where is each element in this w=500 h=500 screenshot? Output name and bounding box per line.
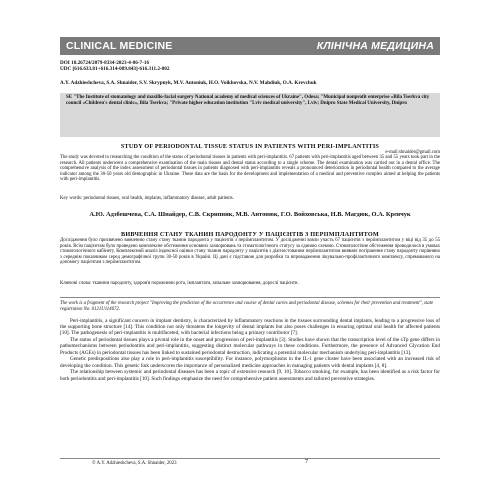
section-title-en: CLINICAL MEDICINE [66, 40, 173, 52]
body-paragraph: The relationship between systemic and periodontal diseases has been a topic of extensive research [9, 10]. Tobacco smoking, for example, has been identified as a risk factor for both periodontitis and peri-implantitis [10]. Such findings emphasize the need for comprehensive patient assessments and tailored preventive strategies. [60, 369, 440, 382]
authors-en: A.Y. Adzhieshcheva, S.A. Shnaider, S.V. Skrypnyk, M.V. Antoniuk, H.O. Voikhovska, N.V. Mahdiuk, O.A. Krevchuk [60, 80, 317, 86]
body-paragraph: Genetic predispositions also play a role in peri-implantitis susceptibility. For instance, polymorphisms in the IL-1 gene cluster have been associated with an increased risk of developing the condition. This genetic link underscores the importance of personalized medicine approaches in managing patients with dental implants [4, 8]. [60, 356, 440, 369]
keywords-en: Key words: periodontal tissues, oral health, implants, inflammatory disease, adult patients. [60, 196, 234, 201]
abstract-ua: Дослідження було присвячено вивченню стану стану тканин пародонта у пацієнтів з періімплантитом. У дослідженні взяли участь 67 пацієнтів з періімплантитом у віці від 35 до 55 років. Всім пацієнтам було проведено комплексне обстеження основних захворювань та стоматологічного статусу за єдиною схемою. Стоматологічне обстеження проводилося в умовах стоматологічного кабінету. Комплексний аналіз індексної оцінки стану тканин пародонту у пацієнтів з діагностованим періімплантитом виявляє погіршення стану пародонту порівняно з середнім показником серед демографічної групи 30-50 років в Україні. Ці дані є підставою для розробки та впровадження лікувально-профілактичного комплексу, спрямованого на допомогу пацієнтам з періімплантитом. [60, 238, 440, 266]
journal-header-bar [60, 37, 440, 55]
keywords-ua: Ключові слова: тканини пародонту, здоров'я порожнини рота, імплантати, запальне захворювання, дорослі пацієнти. [60, 281, 299, 286]
udc-line: UDC [616.633.81+616.314-089.843]-616.311.2-002 [60, 66, 170, 73]
affiliation-text: SE "The Institute of stomatology and maxillo-facial surgery National academy of medical sciences of Ukraine", Odesa; "Municipal nonprofit enterprise «Bila Tserkva city council «Children's dental clinic», Bila Tserkva; "Private higher education institution "Lviv medical university", Lviv; Dnipro State Medical University, Dnipro [66, 95, 430, 107]
article-title-ua: ВИВЧЕННЯ СТАНУ ТКАНИН ПАРОДОНТУ У ПАЦІЄНТІВ З ПЕРІІМПЛАНТИТОМ [121, 231, 379, 238]
body-paragraph: Peri-implantitis, a significant concern in implant dentistry, is characterized by inflammatory reactions in the tissues surrounding dental implants, leading to a progressive loss of the supporting bone structure [14]. This condition not only threatens the longevity of dental implants but also poses challenges in ensuring optimal oral health for affected patients [10]. The pathogenesis of peri-implantitis is multifaceted, with bacterial infections being a primary contributor [7]. [60, 318, 440, 337]
doi-line[interactable]: DOI 10.26724/2079-8334-2023-4-86-7-16 [60, 60, 150, 66]
body-paragraph: The status of periodontal tissues plays a pivotal role in the onset and progression of peri-implantitis [3]. Studies have shown that the transcription level of the sTp gene differs in pathomechanisms between periodontitis and peri-implantitis, suggesting distinct molecular pathways in these conditions. Furthermore, the presence of Advanced Glycation End Products (AGEs) in periodontal tissues has been linked to sustained periodontal destruction, indicating a potential molecular mechanism underlying peri-implantitis [13]. [60, 337, 440, 356]
page-footer [60, 458, 440, 472]
section-title-ua: КЛІНІЧНА МЕДИЦИНА [316, 40, 434, 52]
article-identifiers [60, 60, 440, 72]
section-divider [60, 297, 440, 298]
abstract-en: The study was devoted to researching the condition of the status of periodontal tissues in patients with peri-implantitis. 67 patients with peri-implantitis aged between 35 and 55 years took part in the research. All patients underwent a comprehensive examination of the main tissues and dental status according to a single scheme. The dental examination was carried out in a dental office. The comprehensive analysis of the index assessment of periodontal tissues in patients diagnosed with peri-implantitis reveals a pronounced deterioration in periodontal health compared to the average indicator among the 30-50 years old demographic in Ukraine. These data are the basis for the development and implementation of a medical and preventive complex aimed at helping the patients with peri-implantitis. [60, 155, 440, 183]
article-body [60, 318, 440, 382]
article-title-en: STUDY OF PERIODONTAL TISSUE STATUS IN PATIENTS WITH PERI-IMPLANTITIS [120, 143, 380, 150]
copyright-note: © A.Y. Adzhieshcheva, S.A. Shnaider, 2023 [92, 461, 177, 466]
authors-ua: А.Ю. Адзбешчева, С.А. Шнайдер, С.В. Скрипник, М.В. Антонюк, Г.О. Войховська, Н.В. Магдюк, О.А. Кревчук [89, 211, 411, 218]
contact-email[interactable]: e-mail:shnaider@gmail.com [385, 150, 440, 155]
page-number: 7 [305, 459, 308, 465]
affiliation-box [60, 93, 440, 137]
footer-rule [60, 458, 440, 459]
funding-note: The work is a fragment of the research project "Improving the prediction of the occurrence and course of dental caries and periodontal disease, schemes for their prevention and treatment", state registration No. 0121U114672. [60, 301, 434, 312]
